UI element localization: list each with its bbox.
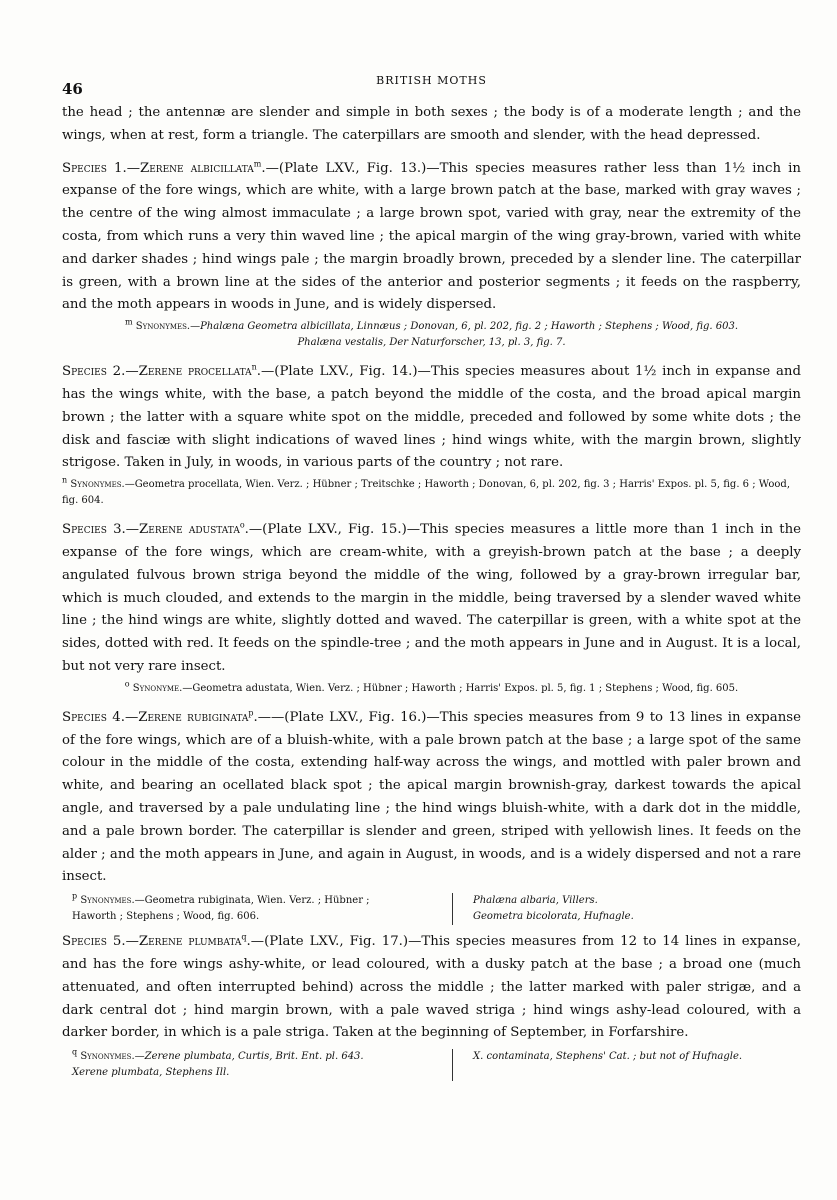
- note-marker: n: [62, 475, 68, 485]
- species-description: .—(Plate LXV., Fig. 14.)—This species measures about 1½ inch in expanse and has the wings white, with the base, a patch beyond the middle of the costa, and the broad apical margin brown ; the latter with a square white spot on the middle, preceded and followed by some white dots ; the disk and fasciæ with slight indications of waved lines ; hind wings white, with the margin brown, slightly strigose. Taken in July, in woods, in various parts of the country ; not rare.: [62, 364, 802, 471]
- page-header: [62, 74, 801, 96]
- species-description: .—(Plate LXV., Fig. 15.)—This species measures a little more than 1 inch in the expanse of the fore wings, which are cream-white, with a greyish-brown patch at the base ; a deeply angulated fulvous brown striga beyond the middle of the wing, followed by a gray-brown irregular bar, which is much clouded, and extends to the margin in the middle, being traversed by a slender waved white line ; the hind wings are white, slightly dotted and waved. The caterpillar is green, with a white spot at the sides, dotted with red. It feeds on the spindle-tree ; and the moth appears in June and in August. It is a local, but not very rare insect.: [62, 522, 801, 674]
- synonymes-line: —Phalæna Geometra albicillata, Linnæus ; Donovan, 6, pl. 202, fig. 2 ; Haworth ; Stephens ; Wood, fig. 603.: [190, 321, 739, 333]
- synonymes-label: Synonymes.: [135, 321, 191, 333]
- species-heading: Species 1.—Zerene albicillata: [62, 160, 254, 176]
- synonymes-line: —Geometra rubiginata, Wien. Verz. ; Hübner ;: [134, 895, 370, 907]
- footnote-marker: n: [251, 362, 257, 372]
- synonymes-line: Phalæna albaria, Villers.: [473, 895, 598, 907]
- synonymes-line: Xerene plumbata, Stephens Ill.: [72, 1067, 230, 1079]
- note-marker: o: [124, 679, 130, 689]
- species-description: .—(Plate LXV., Fig. 13.)—This species measures rather less than 1½ inch in expanse of the fore wings, which are white, with a large brown patch at the base, marked with gray waves ; the centre of the wing almost immaculate ; a large brown spot, varied with gray, near the extremity of the costa, from which runs a very thin waved line ; the apical margin of the wing gray-brown, varied with white and darker shades ; hind wings pale ; the margin broadly brown, preceded by a slender line. The caterpillar is green, with a brown line at the sides of the anterior and posterior segments ; it feeds on the raspberry, and the moth appears in woods in June, and is widely dispersed.: [62, 160, 801, 313]
- synonymes-note: [62, 893, 801, 925]
- synonymes-label: Synonymes.: [70, 479, 125, 491]
- synonymes-line: Haworth ; Stephens ; Wood, fig. 606.: [72, 911, 260, 923]
- species-heading: Species 2.—Zerene procellata: [62, 364, 252, 380]
- synonymes-line: X. contaminata, Stephens' Cat. ; but not of Hufnagle.: [473, 1051, 743, 1063]
- synonymes-label: Synonyme.: [132, 682, 183, 694]
- species-heading: Species 4.—Zerene rubiginata: [62, 709, 249, 725]
- species-entry-4: [62, 707, 801, 925]
- synonymes-line: —Zerene plumbata, Curtis, Brit. Ent. pl. 643.: [134, 1051, 364, 1063]
- synonymes-note: [62, 1049, 801, 1081]
- species-description: .—(Plate LXV., Fig. 17.)—This species measures from 12 to 14 lines in expanse, and has the fore wings ashy-white, or lead coloured, with a dusky patch at the base ; a broad one (much attenuated, and often interrupted behind) across the middle ; the latter marked with paler strigæ, and a dark central dot ; hind margin brown, with a pale waved striga ; hind wings ashy-lead coloured, with a darker border, in which is a pale striga. Taken at the beginning of September, in Forfarshire.: [62, 934, 802, 1041]
- species-heading: Species 3.—Zerene adustata: [62, 522, 240, 538]
- note-marker: m: [124, 317, 133, 327]
- synonymes-line: Geometra bicolorata, Hufnagle.: [473, 911, 634, 923]
- synonymes-line: Phalæna vestalis, Der Naturforscher, 13, pl. 3, fig. 7.: [297, 337, 566, 349]
- species-description: .——(Plate LXV., Fig. 16.)—This species measures from 9 to 13 lines in expanse of the fore wings, which are of a bluish-white, with a pale brown patch at the base ; a large spot of the same colour in the middle of the costa, extending half-way across the wings, and mottled with paler brown and white, and bearing an ocellated black spot ; the apical margin brownish-gray, darkest towards the apical angle, and traversed by a pale undulating line ; the hind wings bluish-white, with a dark dot in the middle, and a pale brown border. The caterpillar is slender and green, striped with yellowish lines. It feeds on the alder ; and the moth appears in June, and again in August, in woods, and is a widely dispersed and not a rare insect.: [62, 709, 801, 885]
- note-marker: q: [72, 1047, 78, 1057]
- species-heading: Species 5.—Zerene plumbata: [62, 934, 242, 950]
- page-number: 46: [62, 80, 83, 98]
- intro-paragraph: the head ; the antennæ are slender and simple in both sexes ; the body is of a moderate length ; and the wings, when at rest, form a triangle. The caterpillars are smooth and slender, with the head depressed.: [62, 105, 801, 143]
- footnote-marker: p: [248, 708, 254, 718]
- synonymes-label: Synonymes.: [80, 1051, 135, 1063]
- synonymes-line: —Geometra adustata, Wien. Verz. ; Hübner ; Haworth ; Harris' Expos. pl. 5, fig. 1 ; Stephens ; Wood, fig. 605.: [182, 682, 739, 694]
- species-entry-1: [62, 158, 801, 352]
- note-marker: p: [72, 891, 78, 901]
- footnote-marker: m: [253, 159, 262, 169]
- synonymes-line: —Geometra procellata, Wien. Verz. ; Hübner ; Treitschke ; Haworth ; Donovan, 6, pl. 202, fig. 3 ; Harris' Expos. pl. 5, fig. 6 ; Wood, fig. 604.: [62, 479, 790, 507]
- footnote-marker: o: [239, 520, 245, 530]
- footnote-marker: q: [241, 932, 247, 942]
- synonymes-label: Synonymes.: [80, 895, 135, 907]
- species-entry-3: [62, 519, 801, 697]
- synonymes-note: [62, 319, 801, 351]
- species-entry-5: [62, 931, 801, 1081]
- synonymes-note: [62, 681, 801, 697]
- running-head: BRITISH MOTHS: [376, 74, 487, 87]
- species-entry-2: [62, 361, 801, 509]
- synonymes-note: [62, 477, 801, 509]
